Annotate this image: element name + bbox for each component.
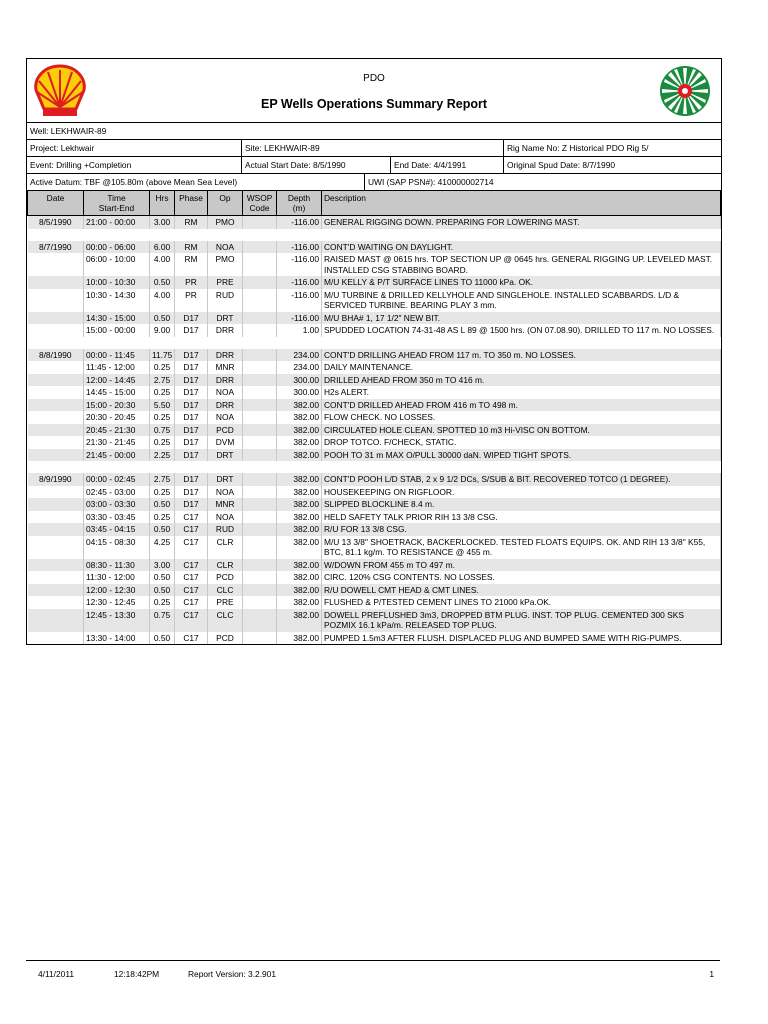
report-frame <box>26 58 722 645</box>
cell-phase: D17 <box>175 498 208 511</box>
cell-wsop <box>243 399 277 412</box>
table-row <box>28 436 721 449</box>
table-row <box>28 399 721 412</box>
cell-hrs: 0.25 <box>150 361 175 374</box>
cell-wsop <box>243 361 277 374</box>
cell-depth: 234.00 <box>277 361 322 374</box>
cell-op: DRR <box>208 374 243 387</box>
cell-op: RUD <box>208 523 243 536</box>
cell-wsop <box>243 511 277 524</box>
cell-time: 03:30 - 03:45 <box>84 511 150 524</box>
cell-op: DRR <box>208 349 243 362</box>
cell-description: CONT'D WAITING ON DAYLIGHT. <box>322 241 721 254</box>
cell-date <box>28 424 84 437</box>
cell-wsop <box>243 324 277 337</box>
cell-time: 14:30 - 15:00 <box>84 312 150 325</box>
cell-phase: RM <box>175 253 208 276</box>
cell-date <box>28 276 84 289</box>
cell-description: H2s ALERT. <box>322 386 721 399</box>
cell-phase: C17 <box>175 584 208 597</box>
end-date: End Date: 4/4/1991 <box>391 157 504 173</box>
cell-date <box>28 486 84 499</box>
cell-hrs: 0.25 <box>150 386 175 399</box>
actual-start-date: Actual Start Date: 8/5/1990 <box>242 157 391 173</box>
cell-depth: 382.00 <box>277 498 322 511</box>
cell-hrs: 0.50 <box>150 276 175 289</box>
table-row <box>28 216 721 229</box>
cell-op: DVM <box>208 436 243 449</box>
table-row <box>28 632 721 645</box>
cell-time: 11:45 - 12:00 <box>84 361 150 374</box>
table-row <box>28 424 721 437</box>
cell-depth: -116.00 <box>277 253 322 276</box>
cell-wsop <box>243 584 277 597</box>
pdo-logo-icon <box>653 63 717 119</box>
table-row <box>28 536 721 559</box>
cell-date <box>28 449 84 462</box>
col-depth: Depth (m) <box>277 191 322 216</box>
cell-phase: D17 <box>175 312 208 325</box>
cell-description: FLOW CHECK. NO LOSSES. <box>322 411 721 424</box>
cell-hrs: 0.50 <box>150 571 175 584</box>
cell-phase: C17 <box>175 536 208 559</box>
cell-depth: 382.00 <box>277 609 322 632</box>
cell-hrs: 4.25 <box>150 536 175 559</box>
table-row <box>28 473 721 486</box>
cell-description: RAISED MAST @ 0615 hrs. TOP SECTION UP @ 0645 hrs. GENERAL RIGGING UP. LEVELED MAST. INSTALLED CSG STABBING BOARD. <box>322 253 721 276</box>
project-name: Project: Lekhwair <box>27 140 242 156</box>
cell-time: 12:45 - 13:30 <box>84 609 150 632</box>
cell-date: 8/5/1990 <box>28 216 84 229</box>
cell-op: CLC <box>208 609 243 632</box>
cell-description: CONT'D DRILLED AHEAD FROM 416 m TO 498 m. <box>322 399 721 412</box>
cell-op: RUD <box>208 289 243 312</box>
cell-time: 10:00 - 10:30 <box>84 276 150 289</box>
cell-wsop <box>243 559 277 572</box>
table-row <box>28 324 721 337</box>
cell-hrs: 2.75 <box>150 374 175 387</box>
cell-description: SLIPPED BLOCKLINE 8.4 m. <box>322 498 721 511</box>
cell-hrs: 0.75 <box>150 424 175 437</box>
cell-description: CIRC. 120% CSG CONTENTS. NO LOSSES. <box>322 571 721 584</box>
cell-phase: D17 <box>175 374 208 387</box>
cell-wsop <box>243 289 277 312</box>
cell-phase: D17 <box>175 411 208 424</box>
cell-hrs: 2.75 <box>150 473 175 486</box>
operations-body <box>28 216 721 645</box>
cell-op: DRR <box>208 324 243 337</box>
cell-time: 21:45 - 00:00 <box>84 449 150 462</box>
cell-op: CLR <box>208 536 243 559</box>
cell-hrs: 3.00 <box>150 216 175 229</box>
info-row-datum <box>27 174 721 190</box>
cell-depth: 382.00 <box>277 584 322 597</box>
cell-description: DROP TOTCO. F/CHECK, STATIC. <box>322 436 721 449</box>
cell-hrs: 2.25 <box>150 449 175 462</box>
operations-table <box>27 190 721 644</box>
cell-time: 08:30 - 11:30 <box>84 559 150 572</box>
cell-wsop <box>243 609 277 632</box>
cell-depth: 382.00 <box>277 449 322 462</box>
cell-phase: C17 <box>175 523 208 536</box>
cell-date <box>28 253 84 276</box>
cell-depth: 1.00 <box>277 324 322 337</box>
cell-op: NOA <box>208 411 243 424</box>
cell-phase: C17 <box>175 559 208 572</box>
cell-time: 06:00 - 10:00 <box>84 253 150 276</box>
cell-op: PMO <box>208 216 243 229</box>
uwi-number: UWI (SAP PSN#): 410000002714 <box>368 177 494 187</box>
cell-op: DRT <box>208 312 243 325</box>
cell-time: 12:30 - 12:45 <box>84 596 150 609</box>
cell-wsop <box>243 498 277 511</box>
cell-op: DRT <box>208 449 243 462</box>
active-datum: Active Datum: TBF @105.80m (above Mean Sea Level) <box>27 174 365 190</box>
table-header-row <box>28 191 721 216</box>
cell-wsop <box>243 216 277 229</box>
cell-hrs: 3.00 <box>150 559 175 572</box>
cell-description: M/U TURBINE & DRILLED KELLYHOLE AND SINGLEHOLE. INSTALLED SCABBARDS. L/D & SERVICED TURBINE. BEARING PLAY 3 mm. <box>322 289 721 312</box>
cell-date <box>28 559 84 572</box>
table-row <box>28 523 721 536</box>
rig-name: Rig Name No: Z Historical PDO Rig 5/ <box>507 143 649 153</box>
cell-depth: 382.00 <box>277 411 322 424</box>
cell-description: CONT'D POOH L/D STAB, 2 x 9 1/2 DCs, S/SUB & BIT. RECOVERED TOTCO (1 DEGREE). <box>322 473 721 486</box>
cell-phase: C17 <box>175 571 208 584</box>
cell-time: 14:45 - 15:00 <box>84 386 150 399</box>
cell-depth: -116.00 <box>277 276 322 289</box>
table-row <box>28 411 721 424</box>
cell-date: 8/9/1990 <box>28 473 84 486</box>
cell-hrs: 0.25 <box>150 486 175 499</box>
cell-time: 03:45 - 04:15 <box>84 523 150 536</box>
cell-description: M/U KELLY & P/T SURFACE LINES TO 11000 kPa. OK. <box>322 276 721 289</box>
cell-hrs: 0.25 <box>150 511 175 524</box>
cell-description: DAILY MAINTENANCE. <box>322 361 721 374</box>
cell-phase: RM <box>175 241 208 254</box>
cell-date <box>28 584 84 597</box>
report-header <box>27 59 721 123</box>
cell-description: W/DOWN FROM 455 m TO 497 m. <box>322 559 721 572</box>
cell-depth: 300.00 <box>277 374 322 387</box>
cell-depth: 382.00 <box>277 571 322 584</box>
original-spud-date: Original Spud Date: 8/7/1990 <box>507 160 616 170</box>
report-footer <box>26 960 720 979</box>
event-name: Event: Drilling +Completion <box>27 157 242 173</box>
cell-time: 11:30 - 12:00 <box>84 571 150 584</box>
cell-wsop <box>243 424 277 437</box>
cell-time: 15:00 - 00:00 <box>84 324 150 337</box>
cell-depth: 234.00 <box>277 349 322 362</box>
table-row <box>28 361 721 374</box>
cell-date <box>28 411 84 424</box>
cell-description: M/U BHA# 1, 17 1/2" NEW BIT. <box>322 312 721 325</box>
cell-description: M/U 13 3/8" SHOETRACK, BACKERLOCKED. TESTED FLOATS EQUIPS. OK. AND RIH 13 3/8" K55, BTC, 81.1 kg/m. TO RESISTANCE @ 455 m. <box>322 536 721 559</box>
cell-depth: 382.00 <box>277 436 322 449</box>
cell-phase: PR <box>175 289 208 312</box>
day-separator <box>28 229 721 241</box>
cell-wsop <box>243 571 277 584</box>
cell-description: DOWELL PREFLUSHED 3m3, DROPPED BTM PLUG. INST. TOP PLUG. CEMENTED 300 SKS POZMIX 16.1 kPa/m. RELEASED TOP PLUG. <box>322 609 721 632</box>
cell-date: 8/8/1990 <box>28 349 84 362</box>
cell-phase: D17 <box>175 424 208 437</box>
cell-depth: 300.00 <box>277 386 322 399</box>
info-row-well <box>27 123 721 140</box>
cell-hrs: 11.75 <box>150 349 175 362</box>
cell-time: 12:00 - 12:30 <box>84 584 150 597</box>
cell-op: NOA <box>208 386 243 399</box>
cell-hrs: 4.00 <box>150 289 175 312</box>
table-row <box>28 349 721 362</box>
table-row <box>28 559 721 572</box>
cell-wsop <box>243 349 277 362</box>
cell-date <box>28 596 84 609</box>
cell-op: PRE <box>208 596 243 609</box>
cell-phase: D17 <box>175 486 208 499</box>
cell-depth: 382.00 <box>277 596 322 609</box>
cell-date <box>28 536 84 559</box>
cell-date <box>28 511 84 524</box>
cell-time: 04:15 - 08:30 <box>84 536 150 559</box>
cell-op: DRR <box>208 399 243 412</box>
cell-phase: D17 <box>175 386 208 399</box>
cell-depth: 382.00 <box>277 473 322 486</box>
cell-wsop <box>243 596 277 609</box>
cell-phase: D17 <box>175 473 208 486</box>
cell-hrs: 9.00 <box>150 324 175 337</box>
cell-description: FLUSHED & P/TESTED CEMENT LINES TO 21000 kPa.OK. <box>322 596 721 609</box>
cell-wsop <box>243 632 277 645</box>
cell-op: MNR <box>208 361 243 374</box>
cell-depth: -116.00 <box>277 312 322 325</box>
cell-description: R/U DOWELL CMT HEAD & CMT LINES. <box>322 584 721 597</box>
cell-date <box>28 324 84 337</box>
cell-time: 15:00 - 20:30 <box>84 399 150 412</box>
cell-phase: C17 <box>175 632 208 645</box>
col-description: Description <box>322 191 721 216</box>
cell-wsop <box>243 523 277 536</box>
cell-description: PUMPED 1.5m3 AFTER FLUSH. DISPLACED PLUG AND BUMPED SAME WITH RIG-PUMPS. <box>322 632 721 645</box>
cell-hrs: 0.50 <box>150 632 175 645</box>
cell-hrs: 0.25 <box>150 436 175 449</box>
cell-time: 21:00 - 00:00 <box>84 216 150 229</box>
cell-hrs: 6.00 <box>150 241 175 254</box>
cell-wsop <box>243 536 277 559</box>
cell-time: 03:00 - 03:30 <box>84 498 150 511</box>
cell-hrs: 0.50 <box>150 498 175 511</box>
cell-op: PCD <box>208 632 243 645</box>
cell-hrs: 0.50 <box>150 523 175 536</box>
table-row <box>28 511 721 524</box>
col-wsop: WSOP Code <box>243 191 277 216</box>
cell-op: CLC <box>208 584 243 597</box>
cell-time: 20:45 - 21:30 <box>84 424 150 437</box>
cell-depth: 382.00 <box>277 523 322 536</box>
cell-phase: PR <box>175 276 208 289</box>
footer-version: Report Version: 3.2.901 <box>188 969 276 979</box>
footer-date: 4/11/2011 <box>38 969 75 979</box>
table-row <box>28 253 721 276</box>
cell-description: POOH TO 31 m MAX O/PULL 30000 daN. WIPED TIGHT SPOTS. <box>322 449 721 462</box>
cell-time: 00:00 - 11:45 <box>84 349 150 362</box>
cell-description: CONT'D DRILLING AHEAD FROM 117 m. TO 350 m. NO LOSSES. <box>322 349 721 362</box>
col-date: Date <box>28 191 84 216</box>
cell-time: 02:45 - 03:00 <box>84 486 150 499</box>
table-row <box>28 596 721 609</box>
cell-description: HELD SAFETY TALK PRIOR RIH 13 3/8 CSG. <box>322 511 721 524</box>
col-phase: Phase <box>175 191 208 216</box>
cell-wsop <box>243 411 277 424</box>
table-row <box>28 312 721 325</box>
info-row-event <box>27 157 721 174</box>
cell-op: DRT <box>208 473 243 486</box>
cell-date <box>28 571 84 584</box>
cell-wsop <box>243 473 277 486</box>
table-row <box>28 584 721 597</box>
cell-phase: C17 <box>175 596 208 609</box>
cell-hrs: 5.50 <box>150 399 175 412</box>
table-row <box>28 374 721 387</box>
cell-phase: D17 <box>175 449 208 462</box>
cell-phase: D17 <box>175 349 208 362</box>
cell-hrs: 0.25 <box>150 411 175 424</box>
cell-date <box>28 374 84 387</box>
cell-date <box>28 361 84 374</box>
cell-hrs: 0.50 <box>150 312 175 325</box>
cell-time: 00:00 - 06:00 <box>84 241 150 254</box>
cell-depth: 382.00 <box>277 486 322 499</box>
cell-description: DRILLED AHEAD FROM 350 m TO 416 m. <box>322 374 721 387</box>
table-row <box>28 386 721 399</box>
cell-time: 00:00 - 02:45 <box>84 473 150 486</box>
cell-date <box>28 386 84 399</box>
day-separator <box>28 337 721 349</box>
report-title: EP Wells Operations Summary Report <box>261 97 487 111</box>
cell-depth: 382.00 <box>277 559 322 572</box>
cell-op: NOA <box>208 486 243 499</box>
footer-page-number: 1 <box>709 969 714 979</box>
cell-depth: -116.00 <box>277 289 322 312</box>
cell-description: R/U FOR 13 3/8 CSG. <box>322 523 721 536</box>
cell-time: 13:30 - 14:00 <box>84 632 150 645</box>
table-row <box>28 276 721 289</box>
cell-op: NOA <box>208 241 243 254</box>
cell-phase: C17 <box>175 511 208 524</box>
cell-depth: 382.00 <box>277 511 322 524</box>
site-name: Site: LEKHWAIR-89 <box>242 140 504 156</box>
table-row <box>28 486 721 499</box>
cell-wsop <box>243 253 277 276</box>
cell-wsop <box>243 486 277 499</box>
cell-date <box>28 312 84 325</box>
cell-date <box>28 289 84 312</box>
info-row-project <box>27 140 721 157</box>
cell-phase: RM <box>175 216 208 229</box>
cell-op: PCD <box>208 424 243 437</box>
cell-time: 21:30 - 21:45 <box>84 436 150 449</box>
cell-date <box>28 523 84 536</box>
cell-description: HOUSEKEEPING ON RIGFLOOR. <box>322 486 721 499</box>
cell-date <box>28 399 84 412</box>
cell-wsop <box>243 386 277 399</box>
cell-time: 12:00 - 14:45 <box>84 374 150 387</box>
cell-date <box>28 632 84 645</box>
cell-depth: 382.00 <box>277 536 322 559</box>
cell-description: GENERAL RIGGING DOWN. PREPARING FOR LOWERING MAST. <box>322 216 721 229</box>
cell-hrs: 0.50 <box>150 584 175 597</box>
cell-wsop <box>243 241 277 254</box>
cell-depth: -116.00 <box>277 241 322 254</box>
cell-wsop <box>243 374 277 387</box>
cell-wsop <box>243 312 277 325</box>
cell-op: CLR <box>208 559 243 572</box>
cell-phase: D17 <box>175 324 208 337</box>
cell-hrs: 4.00 <box>150 253 175 276</box>
cell-date <box>28 436 84 449</box>
cell-depth: 382.00 <box>277 424 322 437</box>
cell-op: MNR <box>208 498 243 511</box>
cell-op: NOA <box>208 511 243 524</box>
cell-depth: -116.00 <box>277 216 322 229</box>
cell-date: 8/7/1990 <box>28 241 84 254</box>
cell-phase: D17 <box>175 361 208 374</box>
cell-description: CIRCULATED HOLE CLEAN. SPOTTED 10 m3 Hi-VISC ON BOTTOM. <box>322 424 721 437</box>
col-time: Time Start-End <box>84 191 150 216</box>
cell-op: PCD <box>208 571 243 584</box>
cell-op: PMO <box>208 253 243 276</box>
table-row <box>28 498 721 511</box>
cell-depth: 382.00 <box>277 632 322 645</box>
footer-time: 12:18:42PM <box>114 969 160 979</box>
cell-wsop <box>243 436 277 449</box>
cell-phase: C17 <box>175 609 208 632</box>
cell-time: 20:30 - 20:45 <box>84 411 150 424</box>
table-row <box>28 609 721 632</box>
cell-hrs: 0.25 <box>150 596 175 609</box>
cell-date <box>28 609 84 632</box>
cell-time: 10:30 - 14:30 <box>84 289 150 312</box>
well-name: Well: LEKHWAIR-89 <box>30 126 107 136</box>
col-op: Op <box>208 191 243 216</box>
cell-op: PRE <box>208 276 243 289</box>
table-row <box>28 289 721 312</box>
day-separator <box>28 461 721 473</box>
table-row <box>28 449 721 462</box>
cell-hrs: 0.75 <box>150 609 175 632</box>
cell-date <box>28 498 84 511</box>
cell-phase: D17 <box>175 399 208 412</box>
table-row <box>28 571 721 584</box>
cell-phase: D17 <box>175 436 208 449</box>
cell-depth: 382.00 <box>277 399 322 412</box>
cell-description: SPUDDED LOCATION 74-31-48 AS L 89 @ 1500 hrs. (ON 07.08.90). DRILLED TO 117 m. NO LOSSES. <box>322 324 721 337</box>
cell-wsop <box>243 276 277 289</box>
org-name: PDO <box>363 73 385 84</box>
table-row <box>28 241 721 254</box>
col-hrs: Hrs <box>150 191 175 216</box>
cell-wsop <box>243 449 277 462</box>
